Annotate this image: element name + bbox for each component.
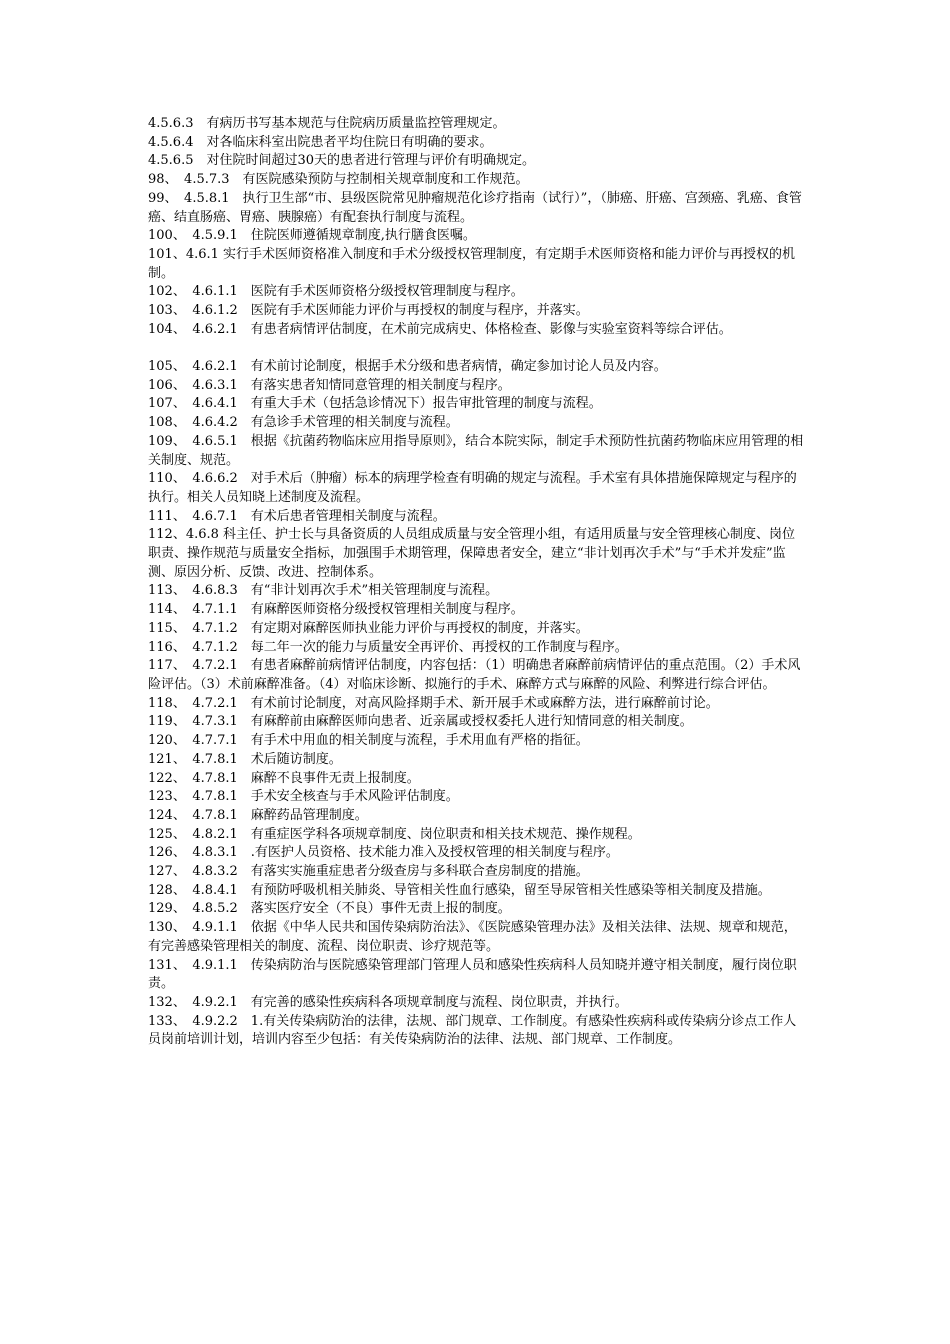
paragraph-113: 113、 4.6.8.3 有“非计划再次手术”相关管理制度与流程。 [148, 583, 499, 599]
paragraph-132: 132、 4.9.2.1 有完善的感染性疾病科各项规章制度与流程、岗位职责，并执行。 [148, 994, 628, 1010]
paragraph-102: 102、 4.6.1.1 医院有手术医师资格分级授权管理制度与程序。 [148, 284, 524, 300]
paragraph-99: 99、 4.5.8.1 执行卫生部“市、县级医院常见肿瘤规范化诊疗指南（试行）”，（肺癌、肝癌、宫颈癌、乳癌、食管癌、结直肠癌、胃癌、胰腺癌）有配套执行制度与流程。 [148, 190, 802, 225]
paragraph-130: 130、 4.9.1.1 依据《中华人民共和国传染病防治法》、《医院感染管理办法》及相关法律、法规、规章和规范，有完善感染管理相关的制度、流程、岗位职责、诊疗规范等。 [148, 920, 797, 954]
paragraph-106: 106、 4.6.3.1 有落实患者知情同意管理的相关制度与程序。 [148, 377, 511, 393]
paragraph-107: 107、 4.6.4.1 有重大手术（包括急诊情况下）报告审批管理的制度与流程。 [148, 396, 602, 412]
paragraph-108: 108、 4.6.4.2 有急诊手术管理的相关制度与流程。 [148, 415, 459, 431]
paragraph-125: 125、 4.8.2.1 有重症医学科各项规章制度、岗位职责和相关技术规范、操作规程。 [148, 826, 641, 842]
document-body [148, 115, 808, 1050]
paragraph-116: 116、 4.7.1.2 每二年一次的能力与质量安全再评价、再授权的工作制度与程序。 [148, 639, 628, 655]
paragraph-111: 111、 4.6.7.1 有术后患者管理相关制度与流程。 [148, 508, 446, 524]
section-gap [148, 339, 808, 358]
paragraph-122: 122、 4.7.8.1 麻醉不良事件无责上报制度。 [148, 770, 420, 786]
paragraph-109: 109、 4.6.5.1 根据《抗菌药物临床应用指导原则》，结合本院实际，制定手术预防性抗菌药物临床应用管理的相关制度、规范。 [148, 433, 804, 468]
paragraph-127: 127、 4.8.3.2 有落实实施重症患者分级查房与多科联合查房制度的措施。 [148, 864, 589, 880]
paragraph-133: 133、 4.9.2.2 1.有关传染病防治的法律，法规、部门规章、工作制度。有感染性疾病科或传染病分诊点工作人员岗前培训计划，培训内容至少包括：有关传染病防治的法律、法规、部门规章、工作制度。 [148, 1013, 797, 1048]
paragraph-98: 98、 4.5.7.3 有医院感染预防与控制相关规章制度和工作规范。 [148, 172, 529, 188]
paragraph-129: 129、 4.8.5.2 落实医疗安全（不良）事件无责上报的制度。 [148, 901, 511, 917]
paragraph-117: 117、 4.7.2.1 有患者麻醉前病情评估制度，内容包括：（1）明确患者麻醉前病情评估的重点范围。（2）手术风险评估。（3）术前麻醉准备。（4）对临床诊断、拟施行的手术、麻醉方式与麻醉的风险、利弊进行综合评估。 [148, 658, 801, 692]
paragraph-103: 103、 4.6.1.2 医院有手术医师能力评价与再授权的制度与程序，并落实。 [148, 303, 589, 319]
paragraph-123: 123、 4.7.8.1 手术安全核查与手术风险评估制度。 [148, 789, 459, 805]
paragraph-112: 112、4.6.8 科主任、护士长与具备资质的人员组成质量与安全管理小组，有适用质量与安全管理核心制度、岗位职责、操作规范与质量安全指标，加强围手术期管理，保障患者安全，建立“非计划再次手术”与“手术并发症”监测、原因分析、反馈、改进、控制体系。 [148, 527, 796, 580]
paragraph-126: 126、 4.8.3.1 .有医护人员资格、技术能力准入及授权管理的相关制度与程序。 [148, 845, 619, 861]
paragraph-121: 121、 4.7.8.1 术后随访制度。 [148, 751, 342, 767]
paragraph-4-5-6-4: 4.5.6.4 对各临床科室出院患者平均住院日有明确的要求。 [148, 134, 493, 150]
paragraph-131: 131、 4.9.1.1 传染病防治与医院感染管理部门管理人员和感染性疾病科人员知晓并遵守相关制度，履行岗位职责。 [148, 957, 797, 992]
paragraph-124: 124、 4.7.8.1 麻醉药品管理制度。 [148, 807, 368, 823]
paragraph-115: 115、 4.7.1.2 有定期对麻醉医师执业能力评价与再授权的制度，并落实。 [148, 620, 589, 636]
paragraph-118: 118、 4.7.2.1 有术前讨论制度，对高风险择期手术、新开展手术或麻醉方法，进行麻醉前讨论。 [148, 695, 719, 711]
paragraph-120: 120、 4.7.7.1 有手术中用血的相关制度与流程，手术用血有严格的指征。 [148, 733, 589, 749]
paragraph-4-5-6-5: 4.5.6.5 对住院时间超过30天的患者进行管理与评价有明确规定。 [148, 153, 536, 169]
paragraph-128: 128、 4.8.4.1 有预防呼吸机相关肺炎、导管相关性血行感染，留至导尿管相关性感染等相关制度及措施。 [148, 882, 771, 898]
paragraph-104: 104、 4.6.2.1 有患者病情评估制度，在术前完成病史、体格检查、影像与实验室资料等综合评估。 [148, 321, 732, 337]
paragraph-4-5-6-3: 4.5.6.3 有病历书写基本规范与住院病历质量监控管理规定。 [148, 116, 506, 131]
paragraph-119: 119、 4.7.3.1 有麻醉前由麻醉医师向患者、近亲属或授权委托人进行知情同意的相关制度。 [148, 714, 693, 730]
paragraph-114: 114、 4.7.1.1 有麻醉医师资格分级授权管理相关制度与程序。 [148, 602, 524, 618]
paragraph-101: 101、4.6.1 实行手术医师资格准入制度和手术分级授权管理制度，有定期手术医师资格和能力评价与再授权的机制。 [148, 246, 796, 281]
paragraph-110: 110、 4.6.6.2 对手术后（肿瘤）标本的病理学检查有明确的规定与流程。手术室有具体措施保障规定与程序的执行。相关人员知晓上述制度及流程。 [148, 471, 797, 505]
paragraph-105: 105、 4.6.2.1 有术前讨论制度，根据手术分级和患者病情，确定参加讨论人员及内容。 [148, 359, 667, 375]
paragraph-100: 100、 4.5.9.1 住院医师遵循规章制度,执行膳食医嘱。 [148, 228, 476, 244]
